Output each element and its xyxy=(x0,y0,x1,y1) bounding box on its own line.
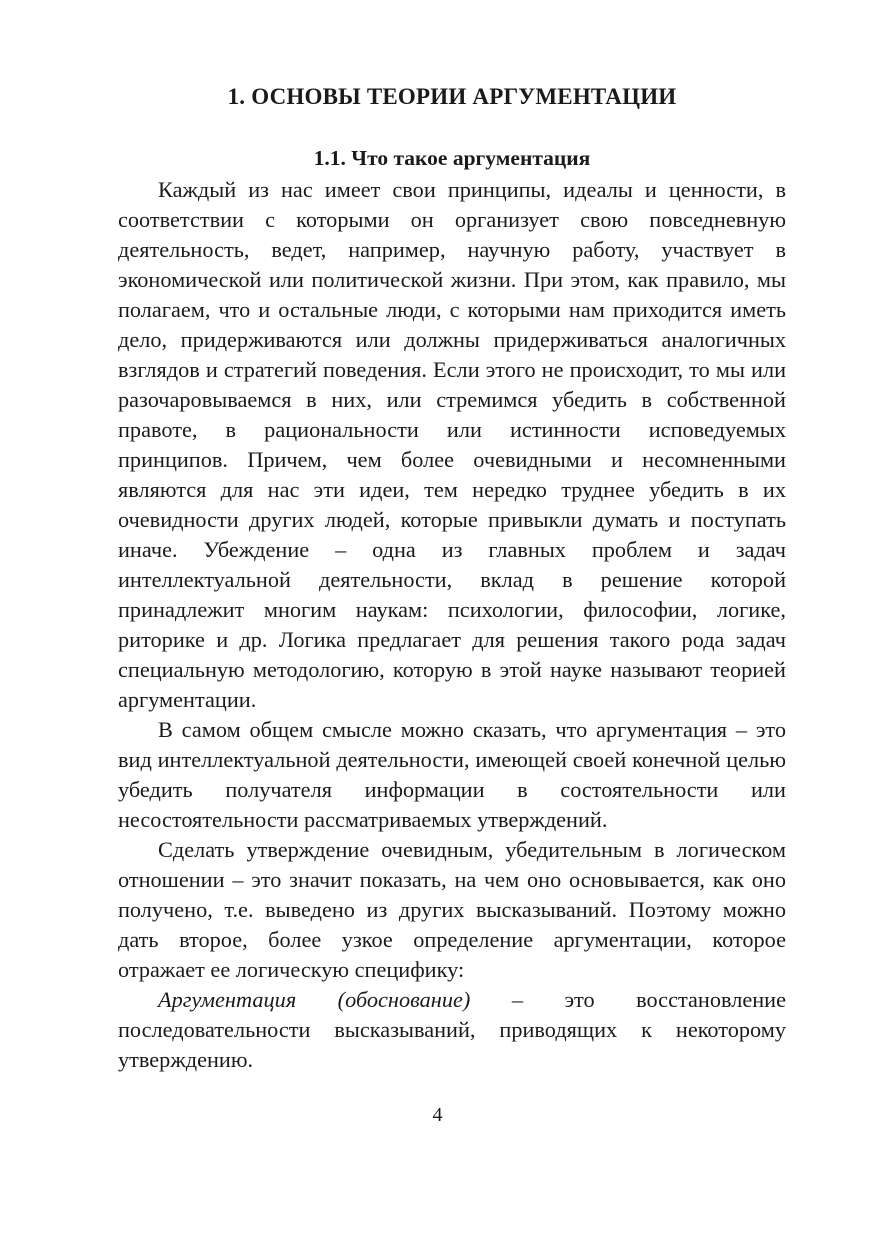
page-number: 4 xyxy=(432,1104,443,1126)
section-title: 1.1. Что такое аргументация xyxy=(313,146,591,170)
paragraph-1: Каждый из нас имеет свои принципы, идеалы и ценности, в соответствии с которыми он организует свою повседневную деятельность, ведет, например, научную работу, участвует в экономической или политической жизни. При этом, как правило, мы полагаем, что и остальные люди, с которыми нам приходится иметь дело, придерживаются или должны придерживаться аналогичных взглядов и стратегий поведения. Если этого не происходит, то мы или разочаровываемся в них, или стремимся убедить в собственной правоте, в рациональности или истинности исповедуемых принципов. Причем, чем более очевидными и несомненными являются для нас эти идеи, тем нередко труднее убедить в их очевидности других людей, которые привыкли думать и поступать иначе. Убеждение – одна из главных проблем и задач интеллектуальной деятельности, вклад в решение которой принадлежит многим наукам: психологии, философии, логике, риторике и др. Логика предлагает для решения такого рода задач специальную методологию, которую в этой науке называют теорией аргументации. xyxy=(118,177,786,712)
paragraph-3: Сделать утверждение очевидным, убедительным в логическом отношении – это значит показать, на чем оно основывается, как оно получено, т.е. выведено из других высказываний. Поэтому можно дать второе, более узкое определение аргументации, которое отражает ее логическую специфику: xyxy=(118,837,786,982)
definition-text: – это восстановление последовательности высказываний, приводящих к некоторому утверждению. xyxy=(118,987,786,1072)
definition-paragraph xyxy=(118,985,786,1075)
page-content xyxy=(118,76,786,1075)
definition-term: Аргументация (обоснование) xyxy=(158,987,471,1012)
chapter-title: 1. ОСНОВЫ ТЕОРИИ АРГУМЕНТАЦИИ xyxy=(227,84,677,109)
paragraph-2: В самом общем смысле можно сказать, что аргументация – это вид интеллектуальной деятельности, имеющей своей конечной целью убедить получателя информации в состоятельности или несостоятельности рассматриваемых утверждений. xyxy=(118,717,786,832)
body-text xyxy=(118,175,786,1075)
